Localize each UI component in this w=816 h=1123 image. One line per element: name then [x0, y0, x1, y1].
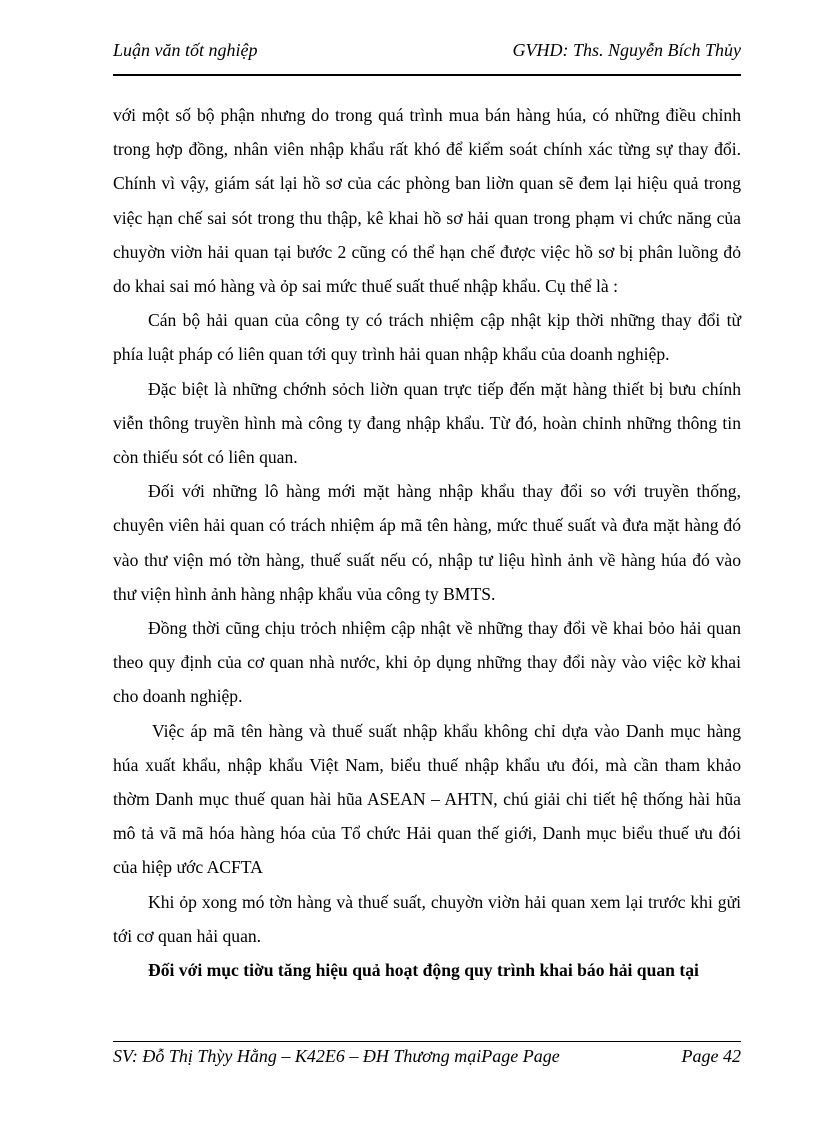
paragraph: Việc áp mã tên hàng và thuế suất nhập khẩu không chỉ dựa vào Danh mục hàng húa xuất khẩu, nhập khẩu Việt Nam, biểu thuế nhập khẩu ưu đói, mà cần tham khảo thờm Danh mục thuế quan hài hũa ASEAN – AHTN, chú giải chi tiết hệ thống hài hũa mô tả vã mã hóa hàng hóa của Tổ chức Hải quan thế giới, Danh mục biểu thuế ưu đói của hiệp ước ACFTA [113, 720, 741, 878]
paragraph: Đặc biệt là những chớnh sỏch liờn quan trực tiếp đến mặt hàng thiết bị bưu chính viễn thông truyền hình mà công ty đang nhập khẩu. Từ đó, hoàn chỉnh những thông tin còn thiếu sót có liên quan. [113, 378, 741, 468]
document-body [113, 98, 741, 987]
header-thesis-label: Luận văn tốt nghiệp [113, 40, 258, 60]
paragraph: Đối với những lô hàng mới mặt hàng nhập khẩu thay đổi so với truyền thống, chuyên viên hải quan có trách nhiệm áp mã tên hàng, mức thuế suất và đưa mặt hàng đó vào thư viện mó tờn hàng, thuế suất nếu có, nhập tư liệu hình ảnh về hàng húa đó vào thư viện hình ảnh hàng nhập khẩu vủa công ty BMTS. [113, 481, 741, 604]
header-divider [113, 74, 741, 76]
paragraph-continuation: với một số bộ phận nhưng do trong quá trình mua bán hàng húa, có những điều chỉnh trong hợp đồng, nhân viên nhập khẩu rất khó để kiểm soát chính xác từng sự thay đổi. Chính vì vậy, giám sát lại hồ sơ của các phòng ban liờn quan sẽ đem lại hiệu quả trong việc hạn chế sai sót trong thu thập, kê khai hồ sơ hải quan trong phạm vi chức năng của chuyờn viờn hải quan tại bước 2 cũng có thể hạn chế được việc hồ sơ bị phân luồng đỏ do khai sai mó hàng và ỏp sai mức thuế suất thuế nhập khẩu. Cụ thể là : [113, 105, 741, 297]
paragraph: Khi ỏp xong mó tờn hàng và thuế suất, chuyờn viờn hải quan xem lại trước khi gửi tới cơ quan hải quan. [113, 891, 741, 946]
paragraph: Cán bộ hải quan của công ty có trách nhiệm cập nhật kịp thời những thay đổi từ phía luật pháp có liên quan tới quy trình hải quan nhập khẩu của doanh nghiệp. [113, 310, 741, 365]
footer-divider [113, 1041, 741, 1042]
footer-student: SV: Đỗ Thị Thỳy Hằng – K42E6 – ĐH Thương mạiPage Page [113, 1046, 560, 1066]
paragraph: Đồng thời cũng chịu trỏch nhiệm cập nhật về những thay đổi về khai bỏo hải quan theo quy định của cơ quan nhà nước, khi ỏp dụng những thay đổi này vào việc kờ khai cho doanh nghiệp. [113, 618, 741, 707]
header-advisor: GVHD: Ths. Nguyễn Bích Thủy [512, 40, 741, 60]
paragraph-bold-heading: Đối với mục tiờu tăng hiệu quả hoạt động quy trình khai báo hải quan tại [148, 960, 699, 981]
footer-page-number: Page 42 [681, 1046, 741, 1066]
page-header [113, 40, 741, 70]
